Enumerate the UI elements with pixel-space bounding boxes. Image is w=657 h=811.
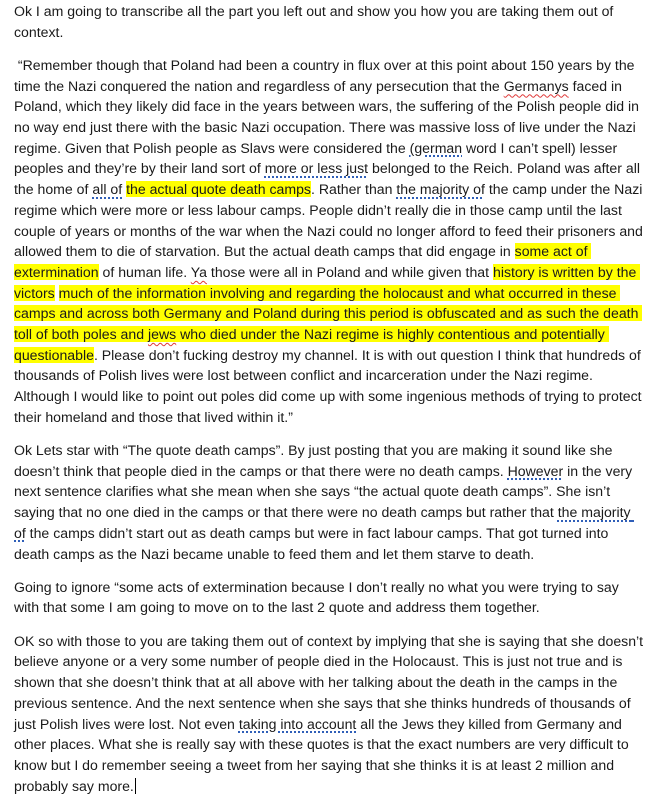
grammar-flagged-text: the majority of (396, 181, 485, 198)
text-run: the camp under the Nazi regime which were more or less labour camps. People didn’t really die in those camp until the last couple of years or months of the war when the Nazi could no longer afford to feed their prisoners and allowed them to die of starvation. But the actual death camps that did engage in (14, 181, 647, 260)
grammar-flagged-text: all of (92, 181, 123, 198)
text-run: of human life. (98, 263, 191, 280)
grammar-flagged-text: However (507, 462, 564, 479)
intro-paragraph (14, 0, 644, 42)
grammar-flagged-text: the majority of (14, 504, 635, 541)
text-run: . Please don’t fucking destroy my channel. It is with out question I think that hundreds of thousands of Polish lives were lost between conflict and incarceration under the Nazi regime. Although I would like to point out poles did come up with some ingenious methods of trying to protect their homeland and those that lived within it.” (14, 346, 646, 425)
response-paragraph-1 (14, 440, 644, 564)
grammar-flagged-text: taking into account (238, 715, 357, 732)
spelling-flagged-text: Ya (190, 263, 207, 280)
text-run: OK so with those to you are taking them out of context by implying that she is saying that she doesn’t believe anyone or a very some number of people died in the Holocaust. This is just not true and is shown that she doesn’t think that at all above with her talking about the death in the camps in the previous sentence. And the next sentence when she says that she thinks hundreds of thousands of just Polish lives were lost. Not even (14, 632, 648, 732)
text-run: Going to ignore “some acts of extermination because I don’t really no what you were trying to say with that some I am going to move on to the last 2 quote and address them together. (14, 578, 623, 616)
text-run: Ok Lets star with “The quote death camps”. By just posting that you are making it sound like she doesn’t think that people died in the camps or that there were no death camps. (14, 442, 617, 479)
highlighted-text: history is written by the victors (14, 263, 641, 301)
text-run: those were all in Poland and while given that (207, 263, 493, 280)
highlighted-text: the actual quote death camps (126, 181, 311, 198)
highlighted-text: who died under the Nazi regime is highly contentious and potentially questionable (14, 326, 609, 363)
text-run: Ok I am going to transcribe all the part you left out and show you how you are taking them out of context. (14, 3, 618, 40)
text-run: belonged to the Reich. Poland was after all the home of (14, 160, 644, 198)
quoted-passage (14, 55, 647, 428)
highlighted-text: some act of extermination (14, 243, 592, 280)
highlighted-text: jews (148, 326, 177, 343)
document-page[interactable] (14, 0, 648, 809)
grammar-flagged-text: more or less just (264, 160, 369, 177)
text-run: in the very next sentence clarifies what she mean when she says “the actual quote death camps”. She isn’t saying that no one died in the camps or that there were no death camps but rather that (14, 462, 637, 521)
grammar-flagged-text: (german (409, 139, 463, 156)
text-run: faced in Poland, which they likely did face in the years between wars, the suffering of the Polish people did in no way end just there with the basic Nazi occupation. There was massive loss of live under the Nazi regime. Given that Polish people as Slavs were considered the (14, 77, 643, 156)
text-run: “Remember though that Poland had been a country in flux over at this point about 150 years by the time the Nazi conquered the nation and regardless of any persecution that the (14, 56, 639, 94)
text-run: all the Jews they killed from Germany and other places. What she is really say with these quotes is that the exact numbers are very difficult to know but I do remember seeing a tweet from her saying that she thinks it is at least 2 million and probably say more. (14, 715, 633, 794)
text-run: . Rather than (310, 181, 397, 198)
text-run: word I can’t spell) lesser peoples and they’re by their land sort of (14, 139, 622, 177)
text-cursor (135, 778, 136, 794)
response-paragraph-3 (14, 631, 648, 797)
text-run: the camps didn’t start out as death camps but were in fact labour camps. That got turned into death camps as the Nazi became unable to feed them and let them starve to death. (14, 524, 613, 562)
spelling-flagged-text: Germanys (503, 77, 569, 94)
response-paragraph-2 (14, 577, 644, 618)
highlighted-text: much of the information involving and regarding the holocaust and what occurred in these camps and across both Germany and Poland during this period is obfuscated and as such the death toll of both poles and (14, 284, 643, 343)
